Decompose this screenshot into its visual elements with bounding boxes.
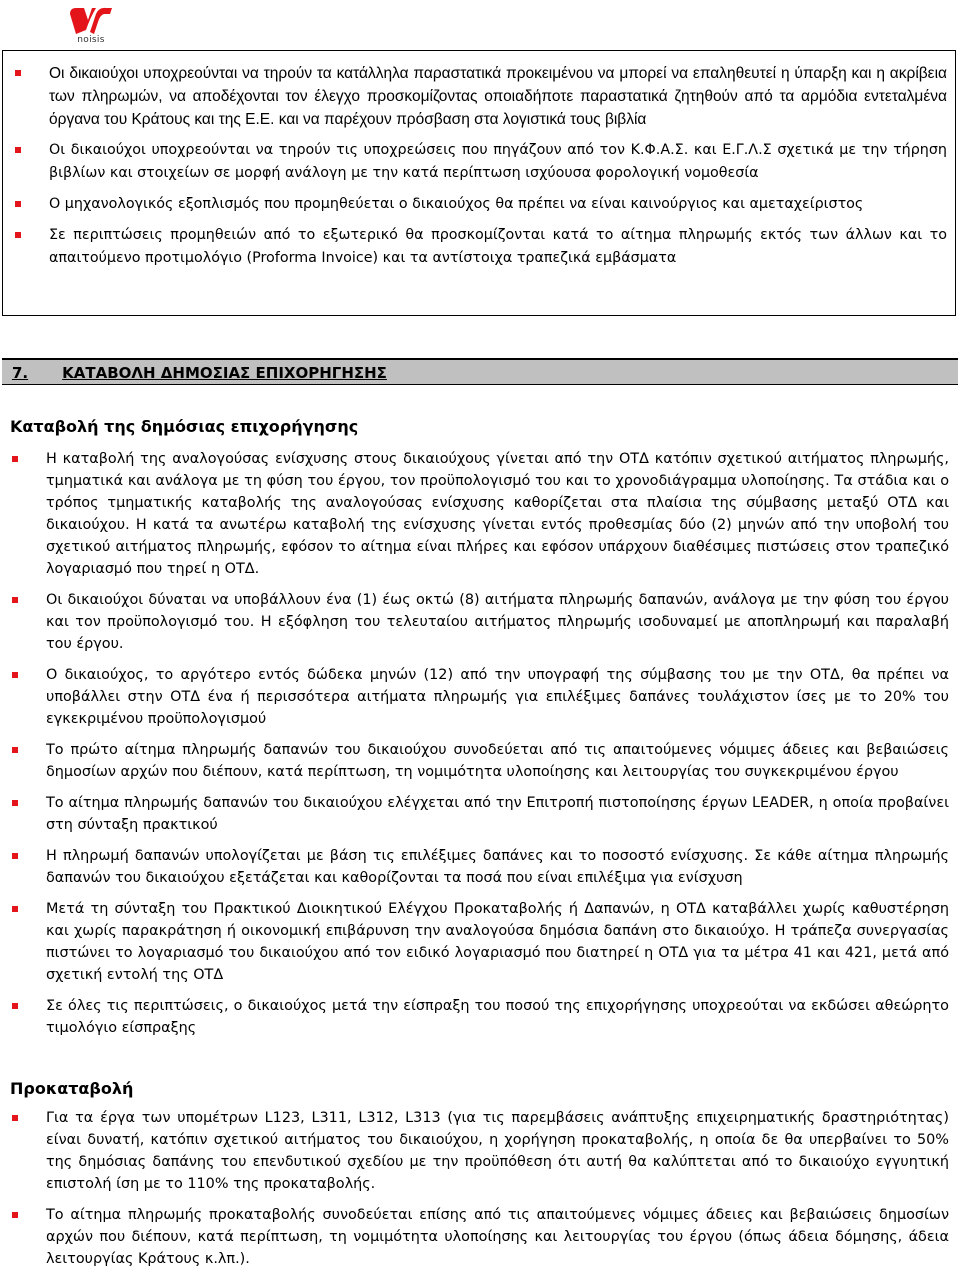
noisis-logo — [66, 4, 116, 46]
advance-list — [0, 1107, 958, 1270]
subheading-advance: Προκαταβολή — [10, 1079, 134, 1098]
list-item — [3, 139, 955, 185]
item-text: Οι δικαιούχοι υποχρεούνται να τηρούν τα κατάλληλα παραστατικά προκειμένου να μπορεί να επαληθευτεί η ύπαρξη και η ακρίβεια των πληρωμών, να αποδέχονται τον έλεγχο προσκομίζοντας οποιαδήποτε παραστατικά ζητηθούν από τα αρμόδια εντεταλμένα όργανα του Κράτους και της Ε.Ε. και να παρέχουν πρόσβαση στα λογιστικά τους βιβλία — [49, 65, 947, 128]
bullet-icon — [12, 747, 18, 753]
logo-text: noisis — [77, 35, 105, 45]
item-text: Οι δικαιούχοι δύναται να υποβάλλουν ένα (1) έως οκτώ (8) αιτήματα πληρωμής δαπανών, ανάλογα με την φύση του έργου και τον προϋπολογισμό του. Η εξόφληση του τελευταίου αιτήματος πληρωμής ισοδυναμεί με αποπληρωμή και παραλαβή του έργου. — [46, 592, 949, 652]
noisis-logo-mark-icon — [66, 4, 116, 36]
subheading-payment: Καταβολή της δημόσιας επιχορήγησης — [10, 417, 359, 436]
advance-section — [0, 1107, 958, 1279]
list-item — [0, 792, 958, 836]
list-item — [0, 664, 958, 730]
bullet-icon — [12, 853, 18, 859]
list-item — [0, 448, 958, 580]
bullet-icon — [12, 1003, 18, 1009]
item-text: Ο δικαιούχος, το αργότερο εντός δώδεκα μηνών (12) από την υπογραφή της σύμβασης του με την ΟΤΔ, θα πρέπει να υποβάλλει στην ΟΤΔ ένα ή περισσότερα αιτήματα πληρωμής για επιλέξιμες δαπάνες τουλάχιστον ίσες με το 20% του εγκεκριμένου προϋπολογισμού — [46, 667, 949, 727]
bullet-icon — [12, 597, 18, 603]
list-item — [0, 845, 958, 889]
list-item — [3, 224, 955, 270]
item-text: Το αίτημα πληρωμής προκαταβολής συνοδεύεται επίσης από τις απαιτούμενες νόμιμες άδειες και βεβαιώσεις δημοσίων αρχών που διέπουν, κατά περίπτωση, τη νομιμότητα υλοποίησης και λειτουργίας του έργου (όπως άδεια δόμησης, άδεια λειτουργίας Κράτους κ.λπ.). — [46, 1207, 949, 1267]
list-item — [0, 1204, 958, 1270]
bullet-icon — [12, 456, 18, 462]
item-text: Για τα έργα των υπομέτρων L123, L311, L312, L313 (για τις παρεμβάσεις ανάπτυξης επιχειρηματικής δραστηριότητας) είναι δυνατή, κατόπιν σχετικού αιτήματος του δικαιούχου, η χορήγηση προκαταβολής, η οποία δε θα υπερβαίνει το 50% της δημόσιας δαπάνης του επενδυτικού σχεδίου με την προϋπόθεση ότι αυτή θα καλύπτεται από το δικαιούχο εγγυητική επιστολή ίση με το 110% της προκαταβολής. — [46, 1110, 949, 1192]
bullet-icon — [15, 147, 21, 153]
item-text: Η πληρωμή δαπανών υπολογίζεται με βάση τις επιλέξιμες δαπάνες και το ποσοστό ενίσχυσης. Σε κάθε αίτημα πληρωμής δαπανών του δικαιούχου εξετάζεται και καθορίζονται τα ποσά που είναι επιλέξιμα για ενίσχυση — [46, 848, 949, 886]
item-text: Ο μηχανολογικός εξοπλισμός που προμηθεύεται ο δικαιούχος θα πρέπει να είναι καινούργιος και αμεταχείριστος — [49, 196, 864, 212]
item-text: Το πρώτο αίτημα πληρωμής δαπανών του δικαιούχου συνοδεύεται από τις απαιτούμενες νόμιμες άδειες και βεβαιώσεις δημοσίων αρχών που διέπουν, κατά περίπτωση, τη νομιμότητα υλοποίησης και λειτουργίας του συγκεκριμένου έργου — [46, 742, 949, 780]
list-item — [3, 62, 955, 131]
section-title-text: ΚΑΤΑΒΟΛΗ ΔΗΜΟΣΙΑΣ ΕΠΙΧΟΡΗΓΗΣΗΣ — [62, 364, 387, 382]
payment-section — [0, 448, 958, 1048]
list-item — [3, 193, 955, 216]
section-number: 7. — [12, 364, 29, 382]
item-text: Μετά τη σύνταξη του Πρακτικού Διοικητικού Ελέγχου Προκαταβολής ή Δαπανών, η ΟΤΔ καταβάλλει χωρίς καθυστέρηση και χωρίς παρακράτηση ή οικονομική επιβάρυνση την αναλογούσα δημόσια δαπάνη στο δικαιούχο. Η τράπεζα συνεργασίας πιστώνει το λογαριασμό του δικαιούχου από τον ειδικό λογαριασμό που διατηρεί η ΟΤΔ για τα μέτρα 41 και 421, μετά από σχετική εντολή της ΟΤΔ — [46, 901, 949, 983]
list-item — [0, 898, 958, 986]
item-text: Το αίτημα πληρωμής δαπανών του δικαιούχου ελέγχεται από την Επιτροπή πιστοποίησης έργων LEADER, η οποία προβαίνει στη σύνταξη πρακτικού — [46, 795, 949, 833]
bullet-icon — [12, 906, 18, 912]
bullet-icon — [12, 1212, 18, 1218]
section-title — [12, 364, 387, 382]
list-item — [0, 739, 958, 783]
list-item — [0, 995, 958, 1039]
payment-list — [0, 448, 958, 1039]
bullet-icon — [12, 1115, 18, 1121]
item-text: Σε περιπτώσεις προμηθειών από το εξωτερικό θα προσκομίζονται κατά το αίτημα πληρωμής εκτός των άλλων και το απαιτούμενο προτιμολόγιο (Proforma Invoice) και τα αντίστοιχα τραπεζικά εμβάσματα — [49, 227, 947, 266]
bullet-icon — [15, 70, 21, 76]
bullet-icon — [12, 672, 18, 678]
list-item — [0, 1107, 958, 1195]
bullet-icon — [15, 201, 21, 207]
section-heading-bar — [2, 358, 958, 385]
item-text: Σε όλες τις περιπτώσεις, ο δικαιούχος μετά την είσπραξη του ποσού της επιχορήγησης υποχρεούται να εκδώσει αθεώρητο τιμολόγιο είσπραξης — [46, 998, 949, 1036]
bullet-icon — [15, 232, 21, 238]
requirements-box — [2, 50, 956, 316]
item-text: Οι δικαιούχοι υποχρεούνται να τηρούν τις υποχρεώσεις που πηγάζουν από τον Κ.Φ.Α.Σ. και Ε.Γ.Λ.Σ σχετικά με την τήρηση βιβλίων και στοιχείων σε μορφή ανάλογη με την κατά περίπτωση ισχύουσα φορολογική νομοθεσία — [49, 142, 947, 181]
requirements-list — [3, 51, 955, 270]
item-text: Η καταβολή της αναλογούσας ενίσχυσης στους δικαιούχους γίνεται από την ΟΤΔ κατόπιν σχετικού αιτήματος πληρωμής, τμηματικά και ανάλογα με τη φύση του έργου, τον προϋπολογισμό του και το χρονοδιάγραμμα υλοποίησης. Τα στάδια και ο τρόπος τμηματικής καταβολής της αναλογούσας ενίσχυσης καθορίζεται στα πλαίσια της σύμβασης μεταξύ ΟΤΔ και δικαιούχου. Η κατά τα ανωτέρω καταβολή της ενίσχυσης γίνεται εντός προθεσμίας δύο (2) μηνών από την υποβολή του σχετικού αιτήματος πληρωμής, εφόσον το αίτημα είναι πλήρες και εφόσον υπάρχουν διαθέσιμες πιστώσεις στον τραπεζικό λογαριασμό που τηρεί η ΟΤΔ. — [46, 451, 949, 577]
list-item — [0, 589, 958, 655]
bullet-icon — [12, 800, 18, 806]
